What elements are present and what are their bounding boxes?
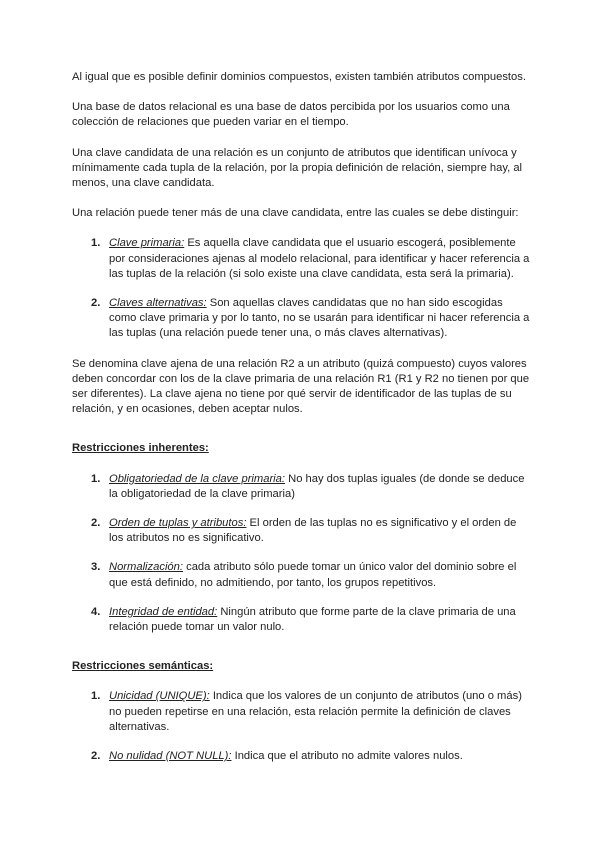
paragraph-foreign-key: Se denomina clave ajena de una relación R2 a un atributo (quizá compuesto) cuyos valores deben concordar con los de la clave primaria de una relación R1 (R1 y R2 no tienen por que ser diferentes). La clave ajena no tiene por qué servir de identificador de las tuplas de su relación, y en ocasiones, deben aceptar nulos. bbox=[72, 357, 530, 416]
definition-text: No hay dos tuplas iguales (de donde se deduce la obligatoriedad de la clave primaria) bbox=[109, 472, 525, 500]
semantic-restrictions-list bbox=[72, 689, 530, 764]
term: Unicidad (UNIQUE): bbox=[109, 690, 210, 703]
heading-semantic-restrictions: Restricciones semánticas: bbox=[72, 660, 214, 673]
inherent-restrictions-list bbox=[72, 472, 530, 636]
term-alternate-keys: Claves alternativas: bbox=[109, 297, 207, 310]
paragraph-relational-db: Una base de datos relacional es una base de datos percibida por los usuarios como una colección de relaciones que pueden variar en el tiempo. bbox=[72, 101, 510, 129]
term: Obligatoriedad de la clave primaria: bbox=[109, 472, 285, 485]
definition-text: Indica que los valores de un conjunto de atributos (uno o más) no pueden repetirse en una relación, esta relación permite la definición de claves alternativas. bbox=[109, 690, 522, 733]
list-number: 2. bbox=[91, 750, 101, 763]
term: Integridad de entidad: bbox=[109, 605, 218, 618]
definition-text: Ningún atributo que forme parte de la clave primaria de una relación puede tomar un valor nulo. bbox=[109, 605, 516, 634]
definition-text: El orden de las tuplas no es significativo y el orden de los atributos no es significativo. bbox=[109, 517, 517, 545]
definition-text: Son aquellas claves candidatas que no han sido escogidas como clave primaria y por lo tanto, no se usarán para identificar ni hacer referencia a las tuplas (una relación puede tener una, o más claves alternativas). bbox=[109, 297, 530, 340]
list-item bbox=[72, 472, 530, 502]
heading-inherent-restrictions: Restricciones inherentes: bbox=[72, 442, 209, 455]
list-number: 3. bbox=[91, 561, 101, 574]
definition-text: Es aquella clave candidata que el usuario escogerá, posiblemente por consideraciones ajenas al modelo relacional, para identificar y hacer referencia a las tuplas de la relación (si solo existe una clave candidata, esta será la primaria). bbox=[109, 237, 530, 280]
list-number: 1. bbox=[91, 472, 101, 485]
term-primary-key: Clave primaria: bbox=[109, 237, 185, 250]
term: Orden de tuplas y atributos: bbox=[109, 517, 247, 530]
list-item bbox=[72, 516, 530, 546]
list-number: 1. bbox=[91, 690, 101, 703]
term: No nulidad (NOT NULL): bbox=[109, 750, 232, 763]
list-item bbox=[72, 749, 530, 764]
keys-list bbox=[72, 236, 530, 341]
list-number: 2. bbox=[91, 297, 101, 310]
list-item bbox=[72, 236, 530, 282]
paragraph-compound-attributes: Al igual que es posible definir dominios compuestos, existen también atributos compuestos. bbox=[72, 71, 526, 83]
definition-text: Indica que el atributo no admite valores nulos. bbox=[231, 750, 463, 763]
list-item bbox=[72, 296, 530, 342]
list-number: 2. bbox=[91, 517, 101, 530]
list-item bbox=[72, 605, 530, 635]
list-number: 4. bbox=[91, 605, 101, 618]
list-item bbox=[72, 689, 530, 735]
paragraph-candidate-key: Una clave candidata de una relación es un conjunto de atributos que identifican unívoca y mínimamente cada tupla de la relación, por la propia definición de relación, siempre hay, al menos, una clave candidata. bbox=[72, 146, 523, 190]
list-item bbox=[72, 560, 530, 590]
list-number: 1. bbox=[91, 237, 101, 250]
paragraph-distinguish: Una relación puede tener más de una clave candidata, entre las cuales se debe distinguir: bbox=[72, 207, 519, 220]
term: Normalización: bbox=[109, 561, 183, 574]
definition-text: cada atributo sólo puede tomar un único valor del dominio sobre el que está definido, no admitiendo, por tanto, los grupos repetitivos. bbox=[109, 561, 517, 589]
